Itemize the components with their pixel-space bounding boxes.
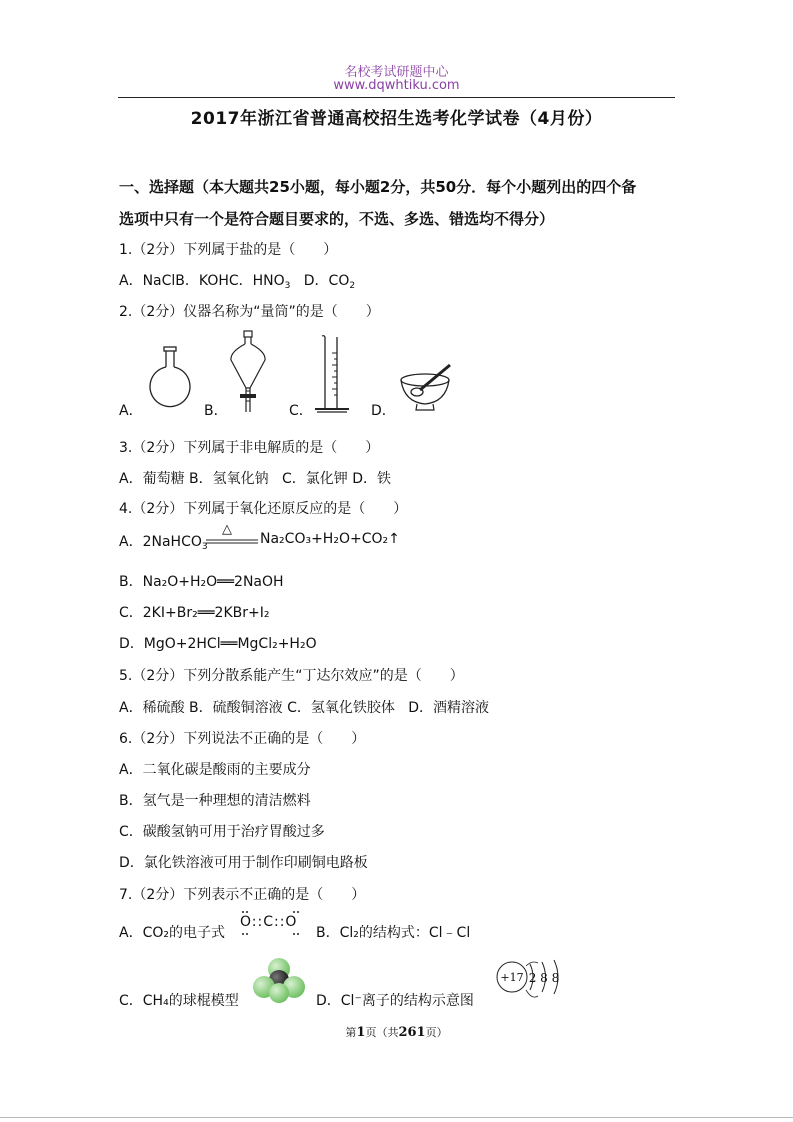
- q5-options: [119, 697, 489, 717]
- q5-option-a: A．稀硫酸: [119, 700, 185, 716]
- q5-option-d: D．酒精溶液: [408, 700, 490, 716]
- q2-option-c: C．: [289, 403, 313, 419]
- heat-condition: △: [222, 522, 232, 537]
- q1-stem: 1.（2分）下列属于盐的是（ ）: [119, 242, 338, 258]
- q4-option-a-products: Na₂CO₃+H₂O+CO₂↑: [260, 531, 400, 547]
- separatory-funnel-icon: [226, 330, 270, 414]
- q2-stem: 2.（2分）仪器名称为“量筒”的是（ ）: [119, 304, 380, 320]
- q1-option-a: A．NaCl: [119, 273, 176, 289]
- q7-option-d: D．Cl⁻离子的结构示意图: [316, 993, 474, 1009]
- q5-option-c: C．氢氧化铁胶体: [287, 700, 395, 716]
- q1-option-c: C．$HNO_3$: [228, 273, 291, 291]
- co2-electron-formula: O::C::O: [240, 914, 298, 930]
- q2-option-a: A．: [119, 403, 143, 419]
- site-name: 名校考试研题中心: [344, 65, 449, 80]
- q7-stem: 7.（2分）下列表示不正确的是（ ）: [119, 887, 366, 903]
- q6-option-b: B．氢气是一种理想的清洁燃料: [119, 793, 311, 809]
- q2-option-d: D．: [371, 403, 396, 419]
- q1-option-d: D．$CO_2$: [303, 273, 356, 291]
- q4-option-b: B．Na₂O+H₂O══2NaOH: [119, 574, 284, 590]
- q3-option-a: A．葡萄糖: [119, 471, 185, 487]
- round-flask-icon: [146, 345, 194, 415]
- graduated-cylinder-icon: [313, 335, 353, 415]
- q5-option-b: B．硫酸铜溶液: [189, 700, 283, 716]
- q3-option-b: B．氢氧化钠: [189, 471, 269, 487]
- section-heading-line2: 选项中只有一个是符合题目要求的，不选、多选、错选均不得分）: [119, 210, 555, 228]
- q3-option-c: C．氯化钾: [282, 471, 348, 487]
- q4-option-a: A．2NaHCO$_3$: [119, 534, 208, 552]
- electron-dots-icon: [240, 908, 304, 938]
- electron-shells: 2 8 8: [528, 971, 560, 985]
- q3-options: [119, 468, 391, 488]
- q7-option-c: C．CH₄的球棍模型: [119, 993, 239, 1009]
- q3-stem: 3.（2分）下列属于非电解质的是（ ）: [119, 440, 380, 456]
- nucleus-charge: +17: [500, 971, 524, 984]
- page-number: 1: [356, 1025, 366, 1040]
- mortar-and-pestle-icon: [398, 364, 456, 416]
- q6-stem: 6.（2分）下列说法不正确的是（ ）: [119, 731, 366, 747]
- bottom-divider: [0, 1117, 793, 1118]
- q2-option-b: B．: [204, 403, 228, 419]
- q5-stem: 5.（2分）下列分散系能产生“丁达尔效应”的是（ ）: [119, 668, 464, 684]
- methane-ball-stick-model: [252, 955, 306, 1003]
- reaction-arrow: [206, 539, 258, 545]
- q4-option-c: C．2KI+Br₂══2KBr+I₂: [119, 605, 270, 621]
- chloride-ion-structure-diagram: [496, 960, 580, 1004]
- section-heading-line1: 一、选择题（本大题共25小题，每小题2分，共50分．每个小题列出的四个备: [119, 178, 637, 196]
- q1-options: [119, 270, 355, 290]
- site-url[interactable]: www.dqwhtiku.com: [333, 78, 460, 93]
- q3-option-d: D．铁: [352, 471, 392, 487]
- q7-option-a: A．CO₂的电子式: [119, 925, 225, 941]
- q6-option-c: C．碳酸氢钠可用于治疗胃酸过多: [119, 824, 325, 840]
- q6-option-d: D．氯化铁溶液可用于制作印刷铜电路板: [119, 855, 368, 871]
- header-divider: [118, 97, 675, 98]
- page-total: 261: [398, 1025, 426, 1040]
- q1-option-b: B．KOH: [175, 273, 229, 289]
- q7-option-b: B．Cl₂的结构式：Cl﹣Cl: [316, 925, 471, 941]
- q4-stem: 4.（2分）下列属于氧化还原反应的是（ ）: [119, 501, 408, 517]
- q4-option-d: D．MgO+2HCl══MgCl₂+H₂O: [119, 636, 317, 652]
- page-title: 2017年浙江省普通高校招生选考化学试卷（4月份）: [190, 109, 603, 129]
- q6-option-a: A．二氧化碳是酸雨的主要成分: [119, 762, 311, 778]
- page-footer: 第1页（共261页）: [345, 1025, 448, 1040]
